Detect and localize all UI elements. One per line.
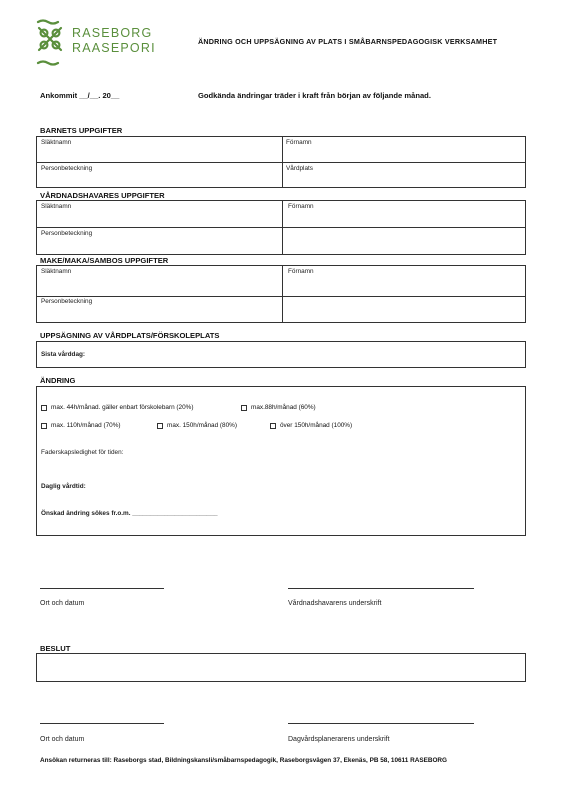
checkbox-icon [41, 423, 47, 429]
option-110h-checkbox[interactable] [41, 422, 121, 429]
place-date-line-2 [40, 723, 164, 724]
termination-section-heading: UPPSÄGNING AV VÅRDPLATS/FÖRSKOLEPLATS [40, 331, 220, 340]
option-44h-label: max. 44h/månad. gäller enbart förskolebarn (20%) [51, 404, 194, 411]
option-44h-checkbox[interactable] [41, 404, 193, 411]
effective-notice: Godkända ändringar träder i kraft från början av följande månad. [198, 91, 431, 100]
guardian-ssn-field[interactable]: Personbeteckning [41, 230, 93, 237]
decision-box[interactable] [36, 653, 526, 682]
spouse-info-table [36, 265, 526, 323]
place-date-label-2: Ort och datum [40, 736, 85, 743]
child-section-heading: BARNETS UPPGIFTER [40, 126, 123, 135]
guardian-section-heading: VÅRDNADSHAVARES UPPGIFTER [40, 191, 165, 200]
option-110h-label: max. 110h/månad (70%) [51, 422, 121, 429]
city-logo [36, 19, 166, 67]
option-88h-checkbox[interactable] [241, 404, 316, 411]
logo-line-1: RASEBORG [72, 26, 153, 40]
checkbox-icon [241, 405, 247, 411]
change-box [36, 386, 526, 536]
raseborg-emblem-icon [36, 19, 66, 67]
guardian-info-table [36, 200, 526, 255]
option-150h-checkbox[interactable] [157, 422, 237, 429]
option-150h-label: max. 150h/månad (80%) [167, 422, 237, 429]
daily-care-time-field[interactable]: Daglig vårdtid: [41, 483, 86, 490]
planner-signature-label: Dagvårdsplanerarens underskrift [288, 736, 390, 743]
received-date: Ankommit __/__. 20__ [40, 91, 120, 100]
spouse-section-heading: MAKE/MAKA/SAMBOS UPPGIFTER [40, 256, 169, 265]
child-care-place-field[interactable]: Vårdplats [286, 165, 313, 172]
checkbox-icon [41, 405, 47, 411]
place-date-line-1 [40, 588, 164, 589]
child-info-table [36, 136, 526, 188]
option-88h-label: max.88h/månad (60%) [251, 404, 316, 411]
return-address-footer: Ansökan returneras till: Raseborgs stad, Bildningskansli/småbarnspedagogik, Raseborgsvägen 37, Ekenäs, PB 58, 10611 RASEBORG [40, 757, 448, 764]
option-over150h-label: över 150h/månad (100%) [280, 422, 353, 429]
option-over150h-checkbox[interactable] [270, 422, 352, 429]
guardian-signature-label: Vårdnadshavarens underskrift [288, 600, 382, 607]
place-date-label-1: Ort och datum [40, 600, 85, 607]
child-firstnames-field[interactable]: Förnamn [286, 139, 312, 146]
document-title: ÄNDRING OCH UPPSÄGNING AV PLATS I SMÅBARNSPEDAGOGISK VERKSAMHET [198, 37, 498, 46]
paternity-leave-field[interactable]: Faderskapsledighet för tiden: [41, 449, 124, 456]
child-ssn-field[interactable]: Personbeteckning [41, 165, 93, 172]
change-section-heading: ÄNDRING [40, 376, 76, 385]
guardian-firstnames-field[interactable]: Förnamn [288, 203, 314, 210]
spouse-surname-field[interactable]: Släktnamn [41, 268, 72, 275]
spouse-firstnames-field[interactable]: Förnamn [288, 268, 314, 275]
checkbox-icon [157, 423, 163, 429]
logo-line-2: RAASEPORI [72, 41, 156, 55]
planner-signature-line [288, 723, 474, 724]
requested-change-date-field[interactable]: Önskad ändring sökes fr.o.m. ________________________ [41, 510, 218, 517]
checkbox-icon [270, 423, 276, 429]
guardian-surname-field[interactable]: Släktnamn [41, 203, 72, 210]
termination-box [36, 341, 526, 368]
child-surname-field[interactable]: Släktnamn [41, 139, 72, 146]
guardian-signature-line [288, 588, 474, 589]
last-care-day-field[interactable]: Sista vårddag: [41, 351, 86, 358]
decision-section-heading: BESLUT [40, 644, 71, 653]
spouse-ssn-field[interactable]: Personbeteckning [41, 298, 93, 305]
